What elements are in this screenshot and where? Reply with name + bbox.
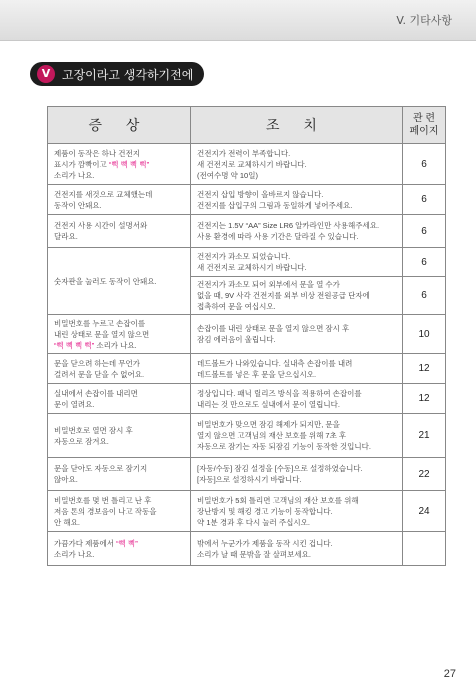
symptom-line [54, 506, 184, 517]
page-ref-cell: 12 [403, 354, 446, 384]
action-line: 새 건전지로 교체하시기 바랍니다. [197, 263, 307, 272]
action-line: 건전지가 과소모 되었습니다. [197, 252, 291, 261]
action-line: 데드볼트가 나와있습니다. 실내측 손잡이를 내려 [197, 358, 353, 368]
action-line: 건전지를 삽입구의 그림과 동일하게 넣어주세요. [197, 200, 353, 210]
action-line: 비밀번호가 5회 틀리면 고객님의 재산 보호를 위해 [197, 495, 359, 505]
table-row [48, 315, 446, 354]
symptom-line [54, 474, 184, 485]
symptom-text: 안 해요. [54, 517, 80, 527]
symptom-cell [48, 491, 191, 532]
action-line: 건전지가 과소모 되어 외부에서 문을 열 수가 [197, 280, 340, 289]
action-line: 잠김 에러음이 울립니다. [197, 335, 276, 344]
table-row [48, 532, 446, 566]
page-ref-cell: 24 [403, 491, 446, 532]
table-row [48, 458, 446, 491]
action-cell [191, 185, 403, 215]
symptom-header: 증 상 [48, 107, 191, 144]
action-cell [191, 144, 403, 185]
table-row [48, 185, 446, 215]
section-heading [30, 62, 204, 86]
symptom-text: 건전지 사용 시간이 설명서와 [54, 221, 148, 230]
symptom-line [54, 388, 184, 399]
action-line: 비밀번호가 맞으면 잠김 해제가 되지만, 문을 [197, 420, 340, 429]
action-line: 건전지 삽입 방향이 올바르지 않습니다. [197, 189, 324, 199]
symptom-text: 걸려서 문을 닫을 수 없어요. [54, 369, 145, 379]
symptom-line [54, 436, 184, 447]
action-line: 열지 않으면 고객님의 재산 보호를 위해 7초 후 [197, 431, 347, 440]
table-row [48, 144, 446, 185]
action-header: 조 치 [191, 107, 403, 144]
beep-sound-text: “삑 삑 삑 삑” [108, 159, 150, 169]
page-header [403, 107, 446, 144]
symptom-cell [48, 414, 191, 458]
page-ref-cell: 21 [403, 414, 446, 458]
symptom-line [54, 189, 184, 200]
action-line: 손잡이를 내린 상태로 문을 열지 않으면 잠시 후 [197, 324, 350, 333]
action-cell [191, 491, 403, 532]
symptom-line [54, 159, 184, 170]
table-row [48, 354, 446, 384]
action-cell [191, 277, 403, 315]
action-cell [191, 215, 403, 248]
symptom-line [54, 517, 184, 528]
chapter-title: V. 기타사항 [396, 14, 452, 27]
symptom-text: 실내에서 손잡이를 내리면 [54, 388, 138, 398]
page-ref-cell: 6 [403, 185, 446, 215]
action-line: 건전지는 1.5V “AA” Size LR6 알카라인만 사용해주세요. [197, 221, 380, 230]
symptom-line [54, 399, 184, 410]
page-ref-cell: 12 [403, 384, 446, 414]
section-title: 고장이라고 생각하기전에 [62, 68, 194, 82]
symptom-line [54, 231, 184, 242]
page-ref-cell: 6 [403, 144, 446, 185]
action-line: [자동]으로 설정하시기 바랍니다. [197, 475, 302, 484]
symptom-text: 달라요. [54, 232, 78, 241]
symptom-cell [48, 384, 191, 414]
action-line: 데드볼트를 넣은 후 문을 닫으십시오. [197, 369, 317, 379]
table-body [48, 144, 446, 566]
page-ref-cell [403, 532, 446, 566]
symptom-text: 문이 열려요. [54, 399, 95, 409]
beep-sound-text: “삑 삑” [116, 538, 138, 548]
action-line: 사용 환경에 따라 사용 기간은 달라질 수 있습니다. [197, 232, 359, 241]
action-cell [191, 315, 403, 354]
symptom-text: 않아요. [54, 475, 78, 484]
action-line: (전여수명 약 10일) [197, 170, 258, 180]
symptom-cell [48, 248, 191, 315]
symptom-cell [48, 532, 191, 566]
symptom-line [54, 318, 184, 329]
action-line: 밖에서 누군가가 제품을 동작 시킨 겁니다. [197, 538, 333, 548]
symptom-text: 건전지를 새것으로 교체했는데 [54, 189, 153, 199]
symptom-line [54, 340, 184, 351]
table-row [48, 414, 446, 458]
action-cell [191, 532, 403, 566]
action-cell [191, 414, 403, 458]
action-cell [191, 354, 403, 384]
symptom-text: 표시가 깜빡이고 [54, 159, 109, 169]
symptom-line [54, 170, 184, 181]
symptom-line [54, 358, 184, 369]
action-line: 건전지가 전력이 부족합니다. [197, 148, 291, 158]
symptom-text: 저음 톤의 경보음이 나고 작동을 [54, 506, 157, 516]
symptom-text: 자동으로 잠겨요. [54, 436, 109, 446]
symptom-line [54, 276, 184, 287]
header-bar [0, 0, 476, 41]
action-cell [191, 458, 403, 491]
action-cell [191, 248, 403, 277]
symptom-text: 비밀번호를 누르고 손잡이를 [54, 318, 146, 328]
action-line: 약 1분 경과 후 다시 눌러 주십시오. [197, 517, 310, 527]
symptom-text: 문을 닫아도 자동으로 잠기지 [54, 464, 148, 473]
symptom-text: 숫자판을 눌러도 동작이 안돼요. [54, 276, 157, 286]
page-ref-cell: 6 [403, 215, 446, 248]
table-header-row [48, 107, 446, 144]
symptom-text: 소리가 나요. [94, 340, 137, 350]
page-ref-cell: 6 [403, 277, 446, 315]
symptom-line [54, 495, 184, 506]
action-line: [자동/수동] 잠김 설정을 [수동]으로 설정하였습니다. [197, 464, 363, 473]
symptom-text: 소리가 나요. [54, 549, 95, 559]
symptom-text: 문을 닫으려 하는데 무언가 [54, 358, 140, 368]
symptom-text: 가끔가다 제품에서 [54, 538, 117, 548]
symptom-cell [48, 315, 191, 354]
symptom-line [54, 369, 184, 380]
symptom-line [54, 425, 184, 436]
action-line: 정상입니다. 패닉 릴리즈 방식을 적용하여 손잡이를 [197, 388, 362, 398]
symptom-text: 동작이 안돼요. [54, 200, 102, 210]
page-ref-cell: 6 [403, 248, 446, 277]
symptom-cell [48, 144, 191, 185]
symptom-text: 비밀번호를 몇 번 틀리고 난 후 [54, 495, 152, 505]
action-line: 내리는 것 만으로도 실내에서 문이 열립니다. [197, 399, 340, 409]
symptom-text: 내린 상태로 문을 열지 않으면 [54, 329, 150, 339]
symptom-cell [48, 185, 191, 215]
symptom-text: 제품이 동작은 하나 건전지 [54, 148, 140, 158]
table-row [48, 215, 446, 248]
symptom-line [54, 463, 184, 474]
table-row [48, 248, 446, 277]
page-header-line: 관 련 [412, 113, 436, 124]
symptom-text: 비밀번호로 열면 잠시 후 [54, 425, 133, 435]
symptom-line [54, 148, 184, 159]
page-ref-cell: 22 [403, 458, 446, 491]
symptom-line [54, 329, 184, 340]
symptom-cell [48, 215, 191, 248]
page-header-line: 페이지 [409, 126, 439, 137]
action-line: 장난방지 및 해킹 경고 기능이 동작합니다. [197, 506, 333, 516]
action-line: 소리가 날 때 문밖을 잘 살펴보세요. [197, 549, 311, 559]
table-row [48, 491, 446, 532]
symptom-line [54, 549, 184, 560]
troubleshooting-table [47, 106, 446, 566]
action-line: 자동으로 잠기는 자동 되잠김 기능이 동작한 것입니다. [197, 442, 371, 451]
action-cell [191, 384, 403, 414]
symptom-cell [48, 458, 191, 491]
symptom-line [54, 538, 184, 549]
beep-sound-text: “삑 삑 삑 삑” [54, 340, 95, 350]
page-number: 27 [443, 668, 456, 680]
table-row [48, 384, 446, 414]
symptom-line [54, 220, 184, 231]
symptom-line [54, 200, 184, 211]
symptom-text: 소리가 나요. [54, 170, 95, 180]
action-line: 접촉하여 문을 여십시오. [197, 302, 276, 311]
page-ref-cell: 10 [403, 315, 446, 354]
symptom-cell [48, 354, 191, 384]
action-line: 새 건전지로 교체하시기 바랍니다. [197, 159, 307, 169]
action-line: 없을 때, 9V 사각 건전지를 외부 비상 전원공급 단자에 [197, 291, 370, 300]
section-number-badge: V [37, 65, 55, 83]
